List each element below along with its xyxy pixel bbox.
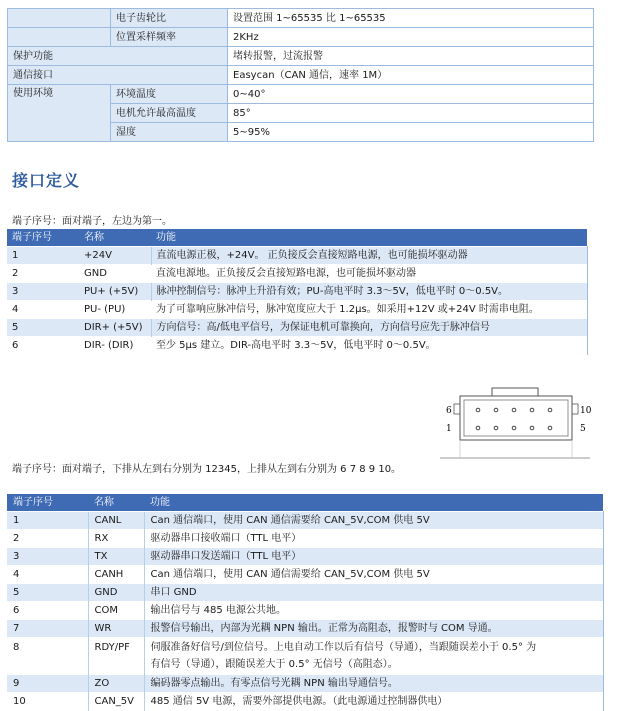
pin-function-line: 伺服准备好信号/到位信号。上电自动工作以后有信号（导通），当跟随误差小于 0.5° 为 (150, 642, 537, 653)
pin-function: 直流电源正极，+24V。 正负接反会直接短路电源，也可能损坏驱动器 (151, 247, 587, 265)
pin-number: 7 (7, 620, 88, 638)
pin-function: 485 通信 5V 电源，需要外部提供电源。（此电源通过控制器供电） (144, 693, 603, 711)
pin-label-right-bottom: 5 (580, 424, 586, 434)
pin-name: RX (88, 530, 144, 548)
table-header-row (7, 494, 603, 512)
pin-number: 9 (7, 675, 88, 693)
spec-label (8, 28, 111, 47)
comm-port-table (7, 493, 604, 711)
pin-function: Can 通信端口，使用 CAN 通信需要给 CAN_5V,COM 供电 5V (144, 512, 603, 530)
pin-number: 3 (7, 548, 88, 566)
connector-body (460, 396, 572, 440)
connector-pin (530, 426, 534, 430)
pin-name: CANL (88, 512, 144, 530)
pin-function: 驱动器串口接收端口（TTL 电平） (144, 530, 603, 548)
spec-sub-label: 电机允许最高温度 (111, 104, 228, 123)
pin-function (144, 638, 603, 675)
table-row (7, 283, 587, 301)
spec-row (8, 85, 594, 104)
connector-pin (512, 426, 516, 430)
connector-tab-left (454, 404, 460, 414)
motor-port-table (7, 228, 588, 355)
pin-row-bottom (476, 426, 552, 430)
pin-number: 1 (7, 247, 79, 265)
pin-function: 串口 GND (144, 584, 603, 602)
pin-number: 6 (7, 602, 88, 620)
connector-pin (494, 426, 498, 430)
pin-function: 为了可靠响应脉冲信号，脉冲宽度应大于 1.2μs。如采用+12V 或+24V 时需串电阻。 (151, 301, 587, 319)
connector-drawing (440, 384, 590, 462)
connector-pin (530, 408, 534, 412)
column-header: 名称 (79, 229, 151, 247)
pin-label-left-bottom: 1 (446, 424, 452, 434)
spec-label: 使用环境 (8, 85, 111, 142)
spec-value: 5~95% (228, 123, 594, 142)
pin-function: 脉冲控制信号：脉冲上升沿有效；PU-高电平时 3.3～5V，低电平时 0～0.5V。 (151, 283, 587, 301)
spec-value: 设置范围 1~65535 比 1~65535 (228, 9, 594, 28)
pin-name: RDY/PF (88, 638, 144, 675)
table-row (7, 566, 603, 584)
column-header: 名称 (88, 494, 144, 512)
table-row (7, 584, 603, 602)
column-header: 功能 (151, 229, 587, 247)
connector-pin (494, 408, 498, 412)
spec-sub-label: 电子齿轮比 (111, 9, 228, 28)
comm-port-note: 端子序号：面对端子，下排从左到右分别为 12345，上排从左到右分别为 6 7 8 9 10。 (12, 464, 402, 475)
pin-name: DIR- (DIR) (79, 337, 151, 355)
pin-function: 驱动器串口发送端口（TTL 电平） (144, 548, 603, 566)
table-header-row (7, 229, 587, 247)
pin-number: 4 (7, 301, 79, 319)
pin-function-line: 有信号（导通），跟随误差大于 0.5° 无信号（高阻态）。 (150, 659, 398, 670)
pin-label-left-top: 6 (446, 406, 452, 416)
column-header: 端子序号 (7, 229, 79, 247)
pin-number: 4 (7, 566, 88, 584)
column-header: 端子序号 (7, 494, 88, 512)
pin-name: TX (88, 548, 144, 566)
connector-inner (464, 400, 568, 436)
pin-name: GND (79, 265, 151, 283)
pin-name: DIR+ (+5V) (79, 319, 151, 337)
pin-name: +24V (79, 247, 151, 265)
spec-label: 通信接口 (8, 66, 228, 85)
pin-number: 5 (7, 319, 79, 337)
table-row (7, 530, 603, 548)
table-row (7, 265, 587, 283)
spec-row (8, 47, 594, 66)
pin-number: 1 (7, 512, 88, 530)
pin-number: 2 (7, 530, 88, 548)
spec-sub-label: 湿度 (111, 123, 228, 142)
spec-label (8, 9, 111, 28)
column-header: 功能 (144, 494, 603, 512)
pin-name: PU- (PU) (79, 301, 151, 319)
connector-latch (492, 388, 538, 396)
connector-pin (548, 426, 552, 430)
table-row (7, 693, 603, 711)
spec-table (7, 8, 594, 142)
spec-row (8, 9, 594, 28)
connector-diagram (440, 384, 590, 462)
pin-name: CAN_5V (88, 693, 144, 711)
table-row (7, 602, 603, 620)
spec-row (8, 66, 594, 85)
spec-value: 2KHz (228, 28, 594, 47)
pin-name: PU+ (+5V) (79, 283, 151, 301)
pin-name: GND (88, 584, 144, 602)
table-row (7, 247, 587, 265)
table-row (7, 319, 587, 337)
pin-number: 8 (7, 638, 88, 675)
pin-function: 至少 5μs 建立。DIR-高电平时 3.3～5V，低电平时 0～0.5V。 (151, 337, 587, 355)
pin-row-top (476, 408, 552, 412)
table-row (7, 301, 587, 319)
pin-number: 5 (7, 584, 88, 602)
spec-sub-label: 位置采样频率 (111, 28, 228, 47)
motor-port-note: 端子序号：面对端子，左边为第一。 (12, 216, 172, 227)
spec-value: 0~40° (228, 85, 594, 104)
pin-function: 直流电源地。正负接反会直接短路电源，也可能损坏驱动器 (151, 265, 587, 283)
table-row (7, 638, 603, 675)
pin-number: 2 (7, 265, 79, 283)
spec-label: 保护功能 (8, 47, 228, 66)
table-row (7, 620, 603, 638)
connector-pin (476, 408, 480, 412)
table-row (7, 337, 587, 355)
pin-name: CANH (88, 566, 144, 584)
pin-number: 10 (7, 693, 88, 711)
pin-label-right-top: 10 (580, 406, 592, 416)
table-row (7, 675, 603, 693)
pin-number: 6 (7, 337, 79, 355)
pin-function: Can 通信端口，使用 CAN 通信需要给 CAN_5V,COM 供电 5V (144, 566, 603, 584)
pin-number: 3 (7, 283, 79, 301)
spec-value: 堵转报警，过流报警 (228, 47, 594, 66)
connector-tab-right (572, 404, 578, 414)
connector-pin (548, 408, 552, 412)
table-row (7, 512, 603, 530)
connector-pin (476, 426, 480, 430)
pin-function: 输出信号与 485 电源公共地。 (144, 602, 603, 620)
pin-function: 报警信号输出，内部为光耦 NPN 输出。正常为高阻态，报警时与 COM 导通。 (144, 620, 603, 638)
connector-pin (512, 408, 516, 412)
pin-function: 方向信号：高/低电平信号，为保证电机可靠换向，方向信号应先于脉冲信号 (151, 319, 587, 337)
spec-sub-label: 环境温度 (111, 85, 228, 104)
spec-value: 85° (228, 104, 594, 123)
spec-row (8, 28, 594, 47)
pin-name: ZO (88, 675, 144, 693)
page-title: 接口定义 (12, 171, 81, 190)
pin-name: WR (88, 620, 144, 638)
pin-function: 编码器零点输出。有零点信号光耦 NPN 输出导通信号。 (144, 675, 603, 693)
table-row (7, 548, 603, 566)
spec-value: Easycan（CAN 通信，速率 1M） (228, 66, 594, 85)
pin-name: COM (88, 602, 144, 620)
